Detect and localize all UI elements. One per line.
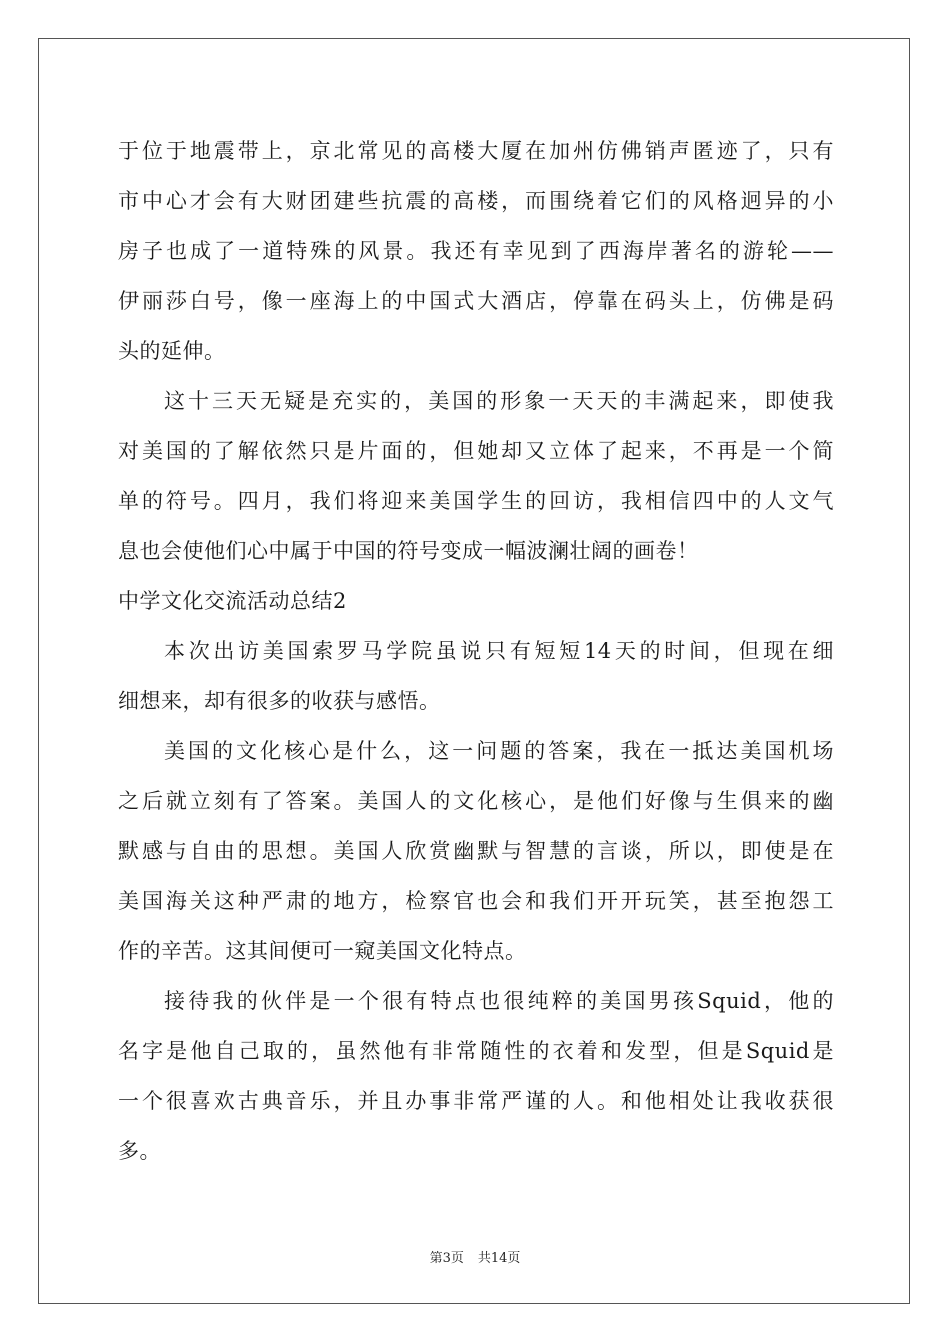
section-heading: 中学文化交流活动总结2 [118,589,347,613]
page-footer [0,1247,950,1266]
page-number: 第3页 [429,1251,464,1266]
text-line: 头的延伸。 [118,339,226,363]
paragraph-first-line: 这十三天无疑是充实的，美国的形象一天天的丰满起来，即使我 [164,389,834,413]
paragraph-first-line: 美国的文化核心是什么，这一问题的答案，我在一抵达美国机场 [164,739,834,763]
text-line: 于位于地震带上，京北常见的高楼大厦在加州仿佛销声匿迹了，只有 [118,139,834,163]
paragraph-first-line: 接待我的伙伴是一个很有特点也很纯粹的美国男孩Squid，他的 [164,989,834,1013]
paragraph-first-line: 本次出访美国索罗马学院虽说只有短短14天的时间，但现在细 [164,639,834,663]
text-line: 美国海关这种严肃的地方，检察官也会和我们开开玩笑，甚至抱怨工 [118,889,834,913]
text-line: 名字是他自己取的，虽然他有非常随性的衣着和发型，但是Squid是 [118,1039,834,1063]
text-line: 对美国的了解依然只是片面的，但她却又立体了起来，不再是一个简 [118,439,834,463]
text-line: 单的符号。四月，我们将迎来美国学生的回访，我相信四中的人文气 [118,489,834,513]
text-line: 作的辛苦。这其间便可一窥美国文化特点。 [118,939,527,963]
text-line: 伊丽莎白号，像一座海上的中国式大酒店，停靠在码头上，仿佛是码 [118,289,834,313]
document-body [118,126,834,1176]
text-line: 细想来，却有很多的收获与感悟。 [118,689,441,713]
text-line: 息也会使他们心中属于中国的符号变成一幅波澜壮阔的画卷！ [118,539,699,563]
text-line: 房子也成了一道特殊的风景。我还有幸见到了西海岸著名的游轮—— [118,239,834,263]
text-line: 一个很喜欢古典音乐，并且办事非常严谨的人。和他相处让我收获很 [118,1089,834,1113]
text-line: 之后就立刻有了答案。美国人的文化核心，是他们好像与生俱来的幽 [118,789,834,813]
text-line: 市中心才会有大财团建些抗震的高楼，而围绕着它们的风格迥异的小 [118,189,834,213]
page-total: 共14页 [477,1251,521,1266]
text-line: 多。 [118,1139,161,1163]
text-line: 默感与自由的思想。美国人欣赏幽默与智慧的言谈，所以，即使是在 [118,839,834,863]
